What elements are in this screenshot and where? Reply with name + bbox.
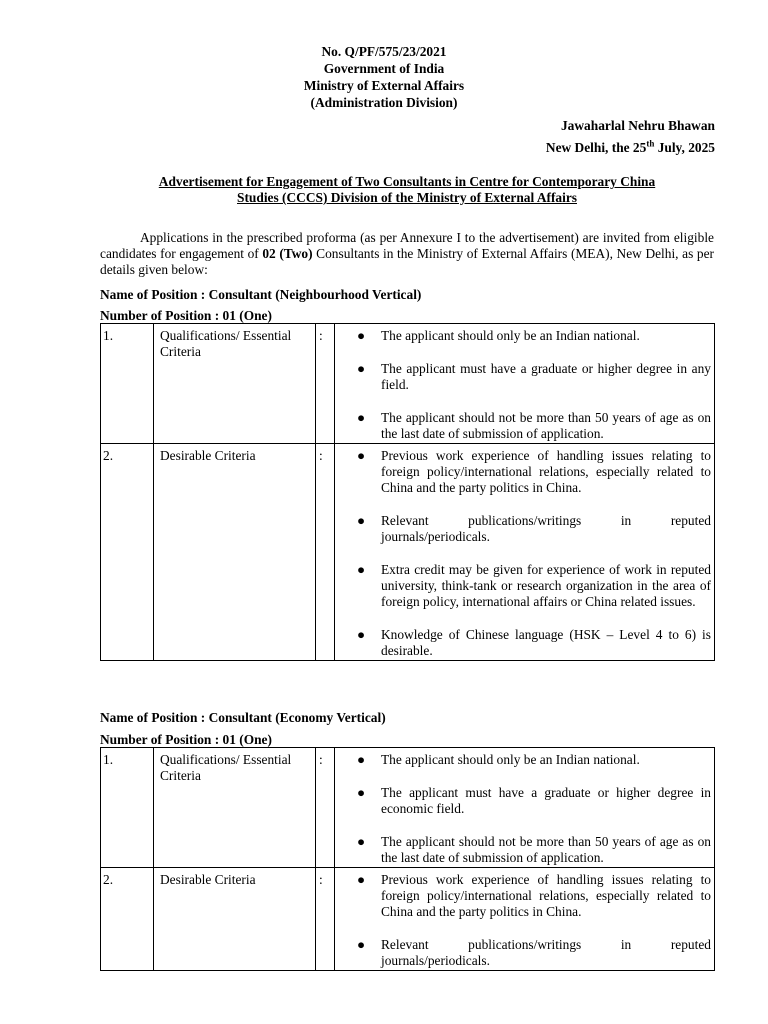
date-suffix: July, 2025 [654, 140, 715, 155]
row-bullets [335, 748, 715, 868]
date-line [546, 140, 715, 156]
row-bullets [335, 324, 715, 444]
list-item: ● The applicant must have a graduate or higher degree in any field. [357, 361, 711, 392]
table-row [101, 868, 715, 971]
list-item: ● Relevant publications/writings in reputed journals/periodicals. [357, 513, 711, 544]
date-superscript: th [646, 138, 655, 149]
bullet-text: Relevant publications/writings in reputed journals/periodicals. [381, 513, 711, 544]
intro-paragraph [100, 230, 714, 278]
table-row [101, 748, 715, 868]
title-line-1: Advertisement for Engagement of Two Consultants in Centre for Contemporary China [158, 174, 656, 189]
position-1-number: Number of Position : 01 (One) [100, 308, 272, 323]
row-number: 2. [101, 868, 154, 971]
ministry-line: Ministry of External Affairs [303, 78, 465, 93]
list-item: ● Knowledge of Chinese language (HSK – Level 4 to 6) is desirable. [357, 627, 711, 658]
list-item: ● The applicant should only be an Indian national. [357, 328, 640, 343]
intro-part-2: Consultants in the Ministry of External Affairs (MEA), New Delhi, as per details given below: [100, 246, 714, 277]
intro-part-1: Applications in the prescribed proforma (as per Annexure I to the advertisement) are invited from eligible candidates for engagement of [100, 230, 714, 261]
bullet-text: The applicant should only be an Indian national. [381, 328, 640, 343]
row-colon: : [316, 324, 335, 444]
row-bullets [335, 868, 715, 971]
list-item: ● The applicant should not be more than 50 years of age as on the last date of submission of application. [357, 410, 711, 441]
position-1-criteria-table [100, 323, 715, 661]
date-prefix: New Delhi, the 25 [545, 140, 647, 155]
bullet-text: Knowledge of Chinese language (HSK – Level 4 to 6) is desirable. [381, 627, 711, 658]
row-number: 1. [101, 324, 154, 444]
bullet-text: The applicant must have a graduate or higher degree in economic field. [381, 785, 711, 816]
intro-count: 02 (Two) [262, 246, 313, 261]
row-number: 2. [101, 444, 154, 661]
bullet-text: The applicant should only be an Indian national. [381, 752, 640, 767]
list-item: ● Previous work experience of handling issues relating to foreign policy/international relations, especially related to China and the party politics in China. [357, 872, 711, 919]
bullet-text: Extra credit may be given for experience of work in reputed university, think-tank or research organization in the area of foreign policy, international affairs or China related issues. [381, 562, 711, 609]
division-line: (Administration Division) [310, 95, 458, 110]
row-bullets [335, 444, 715, 661]
table-row [101, 444, 715, 661]
bullet-text: The applicant should not be more than 50 years of age as on the last date of submission of application. [381, 410, 711, 441]
advertisement-title [100, 174, 714, 206]
row-label: Desirable Criteria [154, 868, 316, 971]
list-item: ● Previous work experience of handling issues relating to foreign policy/international relations, especially related to China and the party politics in China. [357, 448, 711, 495]
position-2-number: Number of Position : 01 (One) [100, 732, 272, 747]
list-item: ● The applicant should only be an Indian national. [357, 752, 640, 767]
position-2-criteria-table [100, 747, 715, 971]
bullet-text: The applicant must have a graduate or higher degree in any field. [381, 361, 711, 392]
reference-number: No. Q/PF/575/23/2021 [321, 44, 447, 59]
row-label: Qualifications/ Essential Criteria [154, 748, 316, 868]
bullet-text: Previous work experience of handling issues relating to foreign policy/international relations, especially related to China and the party politics in China. [381, 872, 711, 919]
row-number: 1. [101, 748, 154, 868]
row-label: Desirable Criteria [154, 444, 316, 661]
bullet-text: The applicant should not be more than 50 years of age as on the last date of submission of application. [381, 834, 711, 865]
table-row [101, 324, 715, 444]
list-item: ● Relevant publications/writings in reputed journals/periodicals. [357, 937, 711, 968]
row-colon: : [316, 748, 335, 868]
bullet-text: Relevant publications/writings in reputed journals/periodicals. [381, 937, 711, 968]
list-item: ● Extra credit may be given for experience of work in reputed university, think-tank or research organization in the area of foreign policy, international affairs or China related issues. [357, 562, 711, 609]
list-item: ● The applicant must have a graduate or higher degree in economic field. [357, 785, 711, 816]
position-1-name: Name of Position : Consultant (Neighbourhood Vertical) [100, 287, 422, 302]
row-colon: : [316, 868, 335, 971]
government-line: Government of India [323, 61, 445, 76]
title-line-2: Studies (CCCS) Division of the Ministry of External Affairs [237, 190, 577, 205]
row-colon: : [316, 444, 335, 661]
bullet-text: Previous work experience of handling issues relating to foreign policy/international relations, especially related to China and the party politics in China. [381, 448, 711, 495]
position-2-name: Name of Position : Consultant (Economy Vertical) [100, 710, 386, 725]
place-line: Jawaharlal Nehru Bhawan [560, 118, 715, 133]
list-item: ● The applicant should not be more than 50 years of age as on the last date of submission of application. [357, 834, 711, 865]
row-label: Qualifications/ Essential Criteria [154, 324, 316, 444]
